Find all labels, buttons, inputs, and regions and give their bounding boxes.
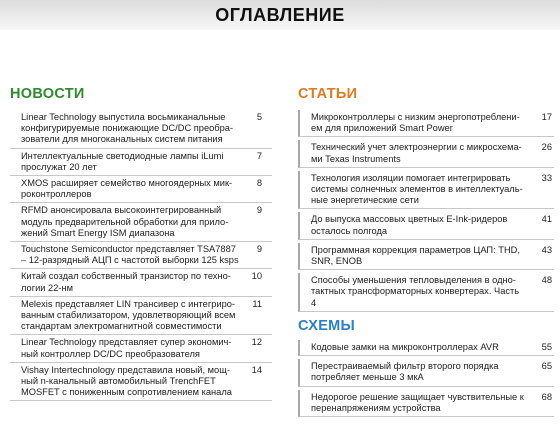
toc-entry-page-number: 55 <box>541 342 552 352</box>
schemes-list <box>298 340 554 420</box>
toc-entry-page-number: 48 <box>541 275 552 286</box>
toc-entry[interactable] <box>298 212 554 239</box>
toc-entry-page-number: 41 <box>541 214 552 225</box>
toc-entry-page-number: 33 <box>541 172 552 183</box>
toc-entry[interactable] <box>10 176 272 203</box>
toc-entry-title: Технология изоляции помогает интегрировать системы солнечных элементов в интеллектуаль- ные энергетические сети <box>311 172 523 206</box>
toc-entry[interactable] <box>10 363 272 402</box>
toc-entry[interactable] <box>298 359 554 386</box>
toc-entry-title: Технический учет электроэнергии с микросхема- ми Texas Instruments <box>311 142 522 164</box>
toc-entry-title: XMOS расширяет семейство многоядерных мик- роконтроллеров <box>21 178 233 200</box>
toc-entry-title: Программная коррекция параметров ЦАП: THD, SNR, ENOB <box>311 244 520 267</box>
toc-entry-page-number: 8 <box>256 178 262 189</box>
toc-entry-page-number: 17 <box>541 112 552 122</box>
toc-entry-title: До выпуска массовых цветных E-Ink-ридеров осталось полгода <box>311 214 508 236</box>
toc-entry-title: Melexis представляет LIN трансивер с интегриро- ванным стабилизатором, удовлетворяющий всем стандартам электромагнитной совместимости <box>21 298 236 332</box>
toc-entry-page-number: 43 <box>541 244 552 255</box>
toc-entry[interactable] <box>10 242 272 269</box>
page-title: ОГЛАВЛЕНИЕ <box>0 0 560 30</box>
toc-entry-page-number: 68 <box>541 391 552 402</box>
toc-entry-title: Китай создал собственный транзистор по техно- логии 22-нм <box>21 271 231 293</box>
toc-entry-title: Микроконтроллеры с низким энергопотреблени- ем для приложений Smart Power <box>311 112 520 134</box>
articles-list <box>298 110 554 315</box>
toc-entry-title: Linear Technology представляет супер экономич- ный контроллер DC/DC преобразователя <box>21 337 232 359</box>
toc-entry-title: Перестраиваемый фильтр второго порядка потребляет меньше 3 мкА <box>311 361 499 383</box>
toc-entry-page-number: 10 <box>251 271 262 282</box>
toc-entry[interactable] <box>298 243 554 270</box>
toc-entry[interactable] <box>298 390 554 417</box>
toc-entry[interactable] <box>298 273 554 312</box>
news-list <box>10 110 272 401</box>
toc-entry[interactable] <box>298 171 554 210</box>
articles-heading: СТАТЬИ <box>298 86 358 102</box>
toc-entry[interactable] <box>10 335 272 362</box>
toc-entry[interactable] <box>298 110 554 137</box>
toc-entry-title: Vishay Intertechnology представила новый, мощ- ный n-канальный автомобильный TrenchFET MOSFET с пониженным сопротивлением канала <box>21 364 232 398</box>
toc-entry[interactable] <box>10 269 272 296</box>
toc-entry-page-number: 11 <box>252 298 262 309</box>
toc-entry[interactable] <box>10 203 272 242</box>
toc-entry-page-number: 9 <box>256 205 262 216</box>
toc-entry-page-number: 5 <box>256 112 262 122</box>
news-heading: НОВОСТИ <box>10 86 85 102</box>
toc-entry-title: Интеллектуальные светодиодные лампы iLumi прослужат 20 лет <box>21 150 224 172</box>
toc-entry-page-number: 26 <box>541 142 552 153</box>
toc-entry[interactable] <box>10 110 272 149</box>
toc-entry-page-number: 14 <box>251 364 262 375</box>
toc-entry-page-number: 7 <box>256 150 262 161</box>
toc-entry[interactable] <box>298 340 554 356</box>
toc-entry-title: Linear Technology выпустила восьмиканальные конфигурируемые понижающие DC/DC преобра- зователи для многоканальных систем питания <box>21 112 234 145</box>
toc-entry-page-number: 65 <box>541 361 552 372</box>
toc-entry-title: Недорогое решение защищает чувствительные к перенапряжениям устройства <box>311 391 524 413</box>
toc-entry[interactable] <box>10 149 272 176</box>
toc-entry-title: Способы уменьшения тепловыделения в одно- тактных трансформаторных конвертерах. Часть 4 <box>311 275 520 308</box>
toc-entry-title: RFMD анонсировала высокоинтегрированный модуль предварительной обработки для прило- жений Smart Energy ISM диапазона <box>21 205 229 238</box>
toc-entry-title: Touchstone Semiconductor представляет TSA7887 – 12-разрядный АЦП с частотой выборки 125 ksps <box>21 244 239 266</box>
toc-entry[interactable] <box>10 297 272 336</box>
toc-entry-page-number: 9 <box>256 244 262 255</box>
toc-entry[interactable] <box>298 140 554 167</box>
toc-entry-page-number: 12 <box>251 337 262 348</box>
toc-entry-title: Кодовые замки на микроконтроллерах AVR <box>311 342 499 352</box>
schemes-heading: СХЕМЫ <box>298 318 356 334</box>
